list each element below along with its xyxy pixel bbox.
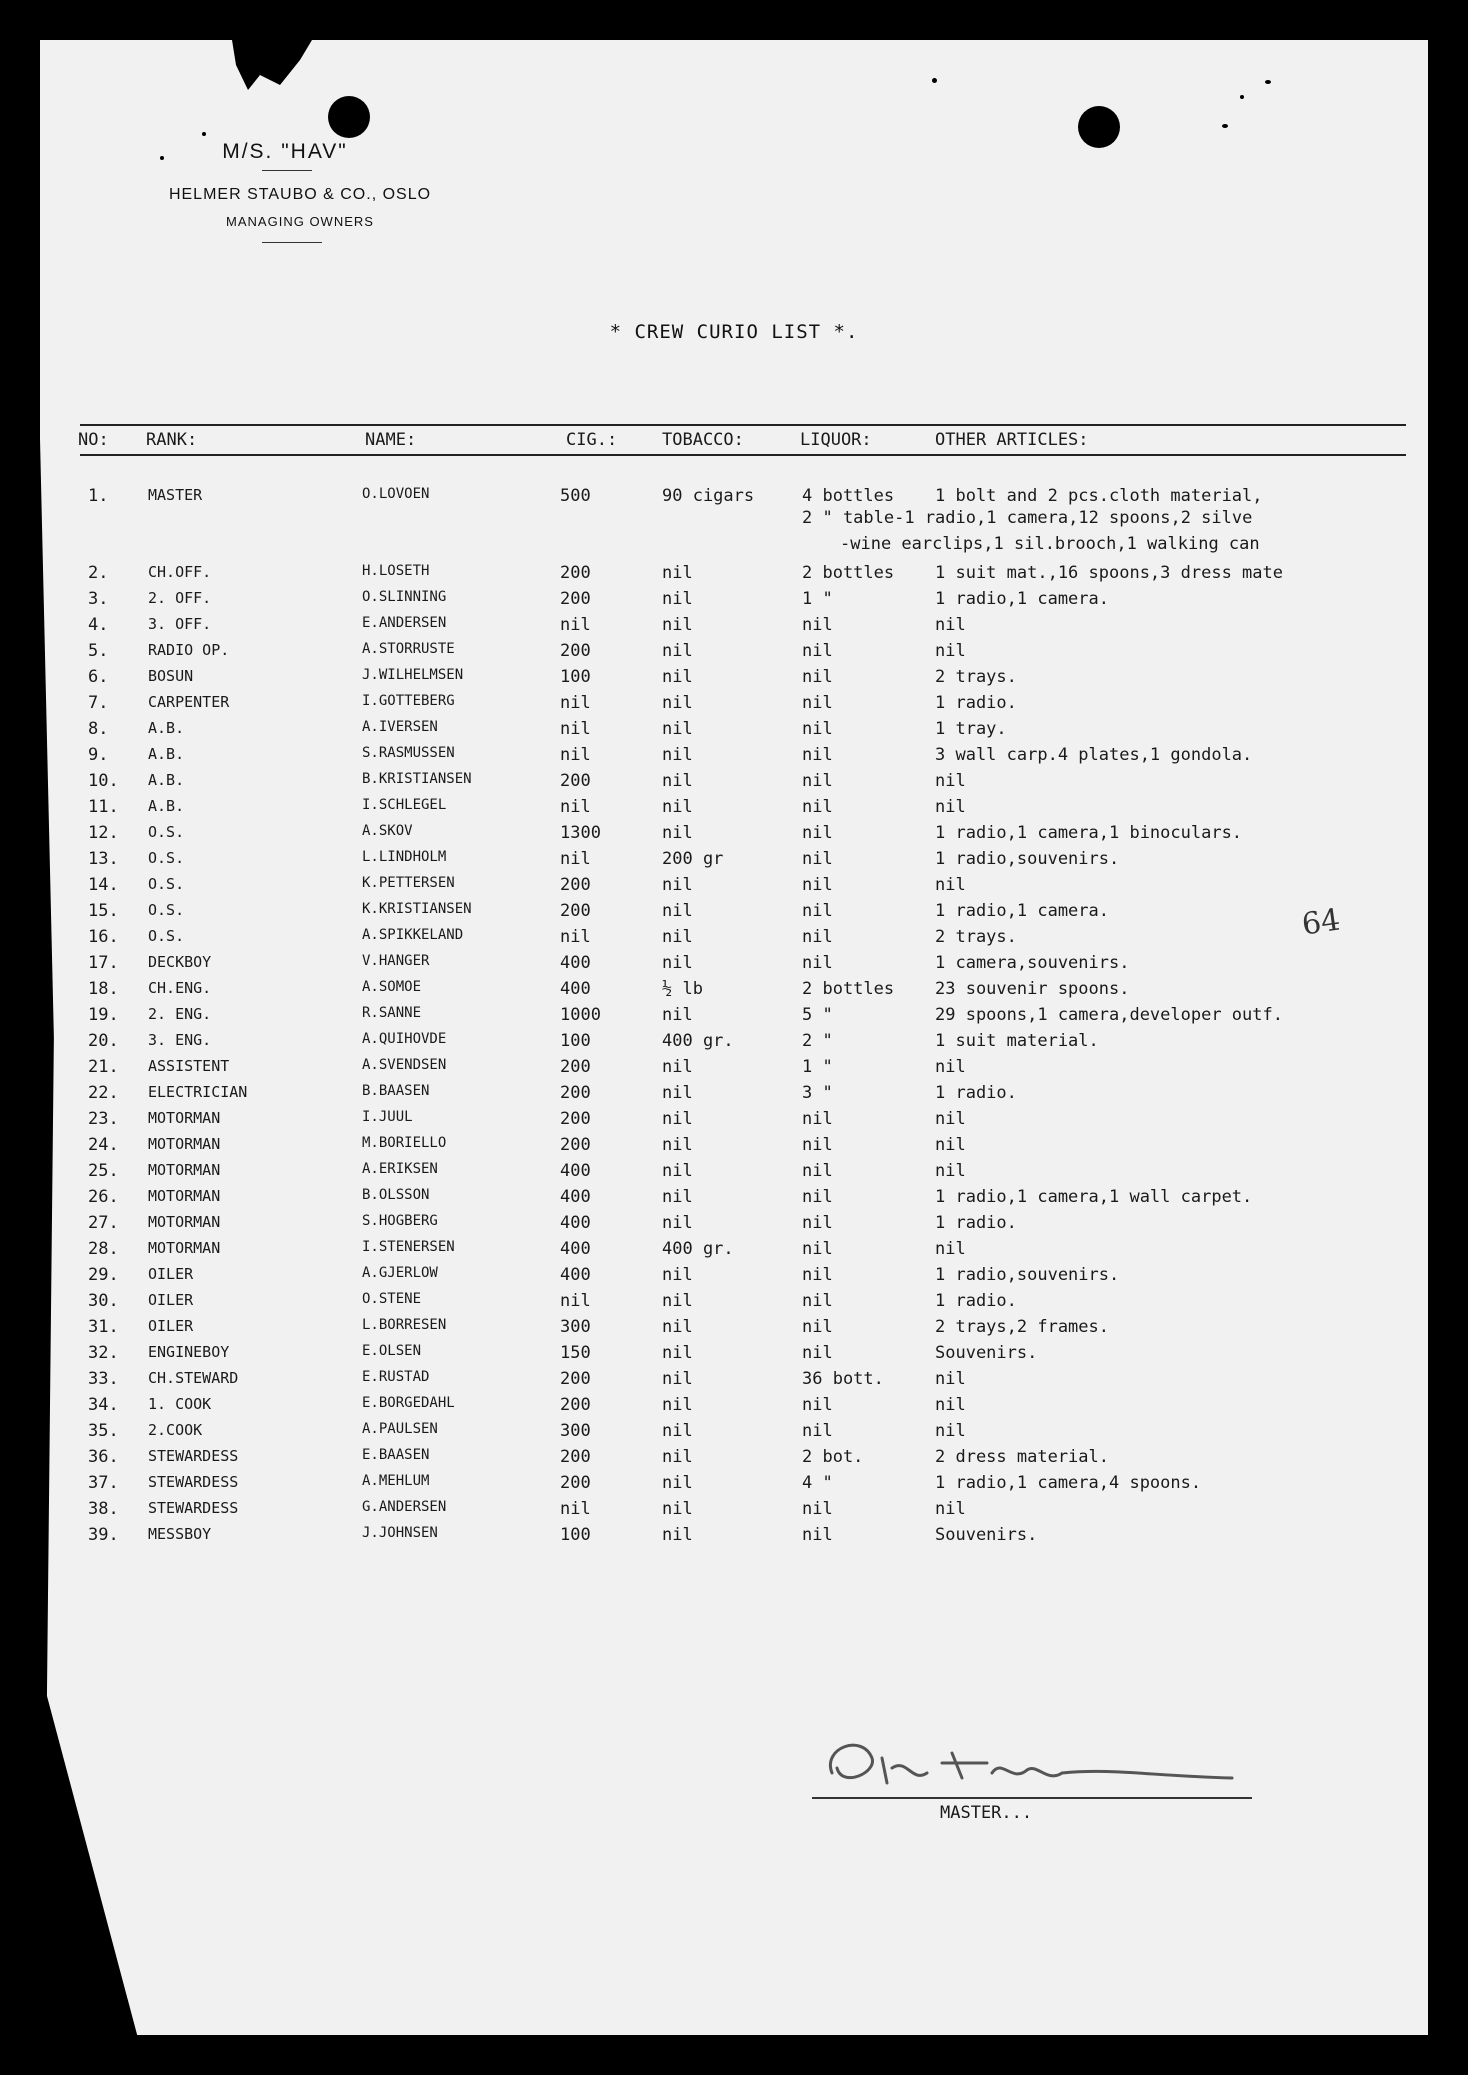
cell-other: nil [935, 1395, 966, 1415]
cell-tobacco: 400 gr. [662, 1239, 734, 1259]
cell-cig: 300 [560, 1421, 591, 1441]
cell-liquor: nil [802, 1109, 833, 1129]
cell-cig: 200 [560, 1473, 591, 1493]
cell-rank: CARPENTER [148, 693, 230, 711]
cell-name: I.JUUL [362, 1109, 413, 1125]
cell-cig: 150 [560, 1343, 591, 1363]
cell-no: 22. [88, 1083, 119, 1103]
cell-liquor: nil [802, 901, 833, 921]
cell-no: 19. [88, 1005, 119, 1025]
cell-liquor: nil [802, 1395, 833, 1415]
cell-no: 39. [88, 1525, 119, 1545]
cell-no: 2. [88, 563, 109, 583]
signature-caption: MASTER... [940, 1803, 1033, 1823]
cell-no: 8. [88, 719, 109, 739]
page-title: * CREW CURIO LIST *. [609, 321, 859, 343]
cell-cig: nil [560, 1499, 591, 1519]
cell-name: A.SOMOE [362, 979, 422, 995]
cell-tobacco: nil [662, 693, 693, 713]
cell-cig: 100 [560, 667, 591, 687]
cell-cig: nil [560, 615, 591, 635]
cell-rank: O.S. [148, 927, 185, 945]
cell-name: O.SLINNING [362, 589, 447, 605]
cell-name: I.SCHLEGEL [362, 797, 447, 813]
cell-no: 21. [88, 1057, 119, 1077]
cell-other: nil [935, 1369, 966, 1389]
cell-no: 27. [88, 1213, 119, 1233]
cell-other: Souvenirs. [935, 1525, 1038, 1545]
cell-rank: MOTORMAN [148, 1239, 221, 1257]
cell-liquor: nil [802, 615, 833, 635]
cell-liquor: nil [802, 693, 833, 713]
cell-tobacco: nil [662, 1525, 693, 1545]
cell-liquor: nil [802, 745, 833, 765]
cell-other: 1 radio,1 camera. [935, 901, 1109, 921]
cell-tobacco: nil [662, 563, 693, 583]
cell-tobacco: ½ lb [662, 979, 703, 999]
cell-other: 1 radio. [935, 1213, 1017, 1233]
cell-name: A.MEHLUM [362, 1473, 430, 1489]
cell-rank: MOTORMAN [148, 1135, 221, 1153]
cell-other: 1 radio,souvenirs. [935, 849, 1120, 869]
cell-no: 23. [88, 1109, 119, 1129]
cell-tobacco: nil [662, 615, 693, 635]
cell-tobacco: nil [662, 1083, 693, 1103]
cell-name: E.BORGEDAHL [362, 1395, 455, 1411]
cell-cig: nil [560, 719, 591, 739]
cell-cig: 200 [560, 1135, 591, 1155]
cell-other: nil [935, 797, 966, 817]
cell-no: 28. [88, 1239, 119, 1259]
cell-no: 4. [88, 615, 109, 635]
cell-name: G.ANDERSEN [362, 1499, 447, 1515]
cell-tobacco: nil [662, 771, 693, 791]
cell-other: 1 camera,souvenirs. [935, 953, 1130, 973]
cell-name: S.RASMUSSEN [362, 745, 455, 761]
cell-cig: 400 [560, 1187, 591, 1207]
cell-no: 11. [88, 797, 119, 817]
cell-rank: 3. ENG. [148, 1031, 212, 1049]
master-other-line-3: -wine earclips,1 sil.brooch,1 walking can [840, 534, 1260, 554]
cell-other: Souvenirs. [935, 1343, 1038, 1363]
cell-tobacco: nil [662, 1291, 693, 1311]
cell-rank: CH.OFF. [148, 563, 212, 581]
cell-no: 6. [88, 667, 109, 687]
cell-no: 9. [88, 745, 109, 765]
header-liquor: LIQUOR: [800, 430, 872, 450]
cell-no: 37. [88, 1473, 119, 1493]
cell-other: nil [935, 641, 966, 661]
cell-other: nil [935, 1057, 966, 1077]
cell-no: 32. [88, 1343, 119, 1363]
cell-liquor: 2 bottles [802, 563, 895, 583]
cell-cig: 400 [560, 953, 591, 973]
cell-liquor: 5 " [802, 1005, 833, 1025]
header-name: NAME: [365, 430, 417, 450]
cell-cig: 200 [560, 1057, 591, 1077]
cell-liquor: 4 bottles [802, 486, 895, 506]
cell-tobacco: 400 gr. [662, 1031, 734, 1051]
cell-tobacco: nil [662, 719, 693, 739]
cell-other: nil [935, 1499, 966, 1519]
cell-rank: BOSUN [148, 667, 194, 685]
cell-tobacco: nil [662, 1317, 693, 1337]
cell-rank: DECKBOY [148, 953, 212, 971]
cell-name: S.HOGBERG [362, 1213, 438, 1229]
cell-rank: OILER [148, 1317, 194, 1335]
cell-name: J.WILHELMSEN [362, 667, 464, 683]
cell-liquor: nil [802, 1291, 833, 1311]
cell-rank: ASSISTENT [148, 1057, 230, 1075]
cell-tobacco: nil [662, 1005, 693, 1025]
cell-no: 35. [88, 1421, 119, 1441]
cell-tobacco: nil [662, 1187, 693, 1207]
cell-name: M.BORIELLO [362, 1135, 447, 1151]
cell-no: 20. [88, 1031, 119, 1051]
cell-rank: 1. COOK [148, 1395, 212, 1413]
cell-rank: A.B. [148, 745, 185, 763]
cell-rank: MASTER [148, 486, 203, 504]
cell-other: 3 wall carp.4 plates,1 gondola. [935, 745, 1253, 765]
cell-name: I.GOTTEBERG [362, 693, 455, 709]
cell-rank: OILER [148, 1265, 194, 1283]
cell-tobacco: nil [662, 1109, 693, 1129]
cell-liquor: nil [802, 953, 833, 973]
cell-other: 1 radio. [935, 1291, 1017, 1311]
cell-other: 29 spoons,1 camera,developer outf. [935, 1005, 1283, 1025]
cell-liquor: nil [802, 1239, 833, 1259]
cell-rank: OILER [148, 1291, 194, 1309]
cell-other: nil [935, 1239, 966, 1259]
cell-tobacco: nil [662, 1473, 693, 1493]
cell-no: 1. [88, 486, 109, 506]
punch-hole [1078, 106, 1120, 148]
cell-name: I.STENERSEN [362, 1239, 455, 1255]
cell-liquor: nil [802, 823, 833, 843]
cell-tobacco: nil [662, 1265, 693, 1285]
cell-rank: CH.STEWARD [148, 1369, 239, 1387]
cell-cig: 400 [560, 1213, 591, 1233]
cell-no: 38. [88, 1499, 119, 1519]
cell-liquor: nil [802, 1187, 833, 1207]
cell-no: 31. [88, 1317, 119, 1337]
cell-liquor: 36 bott. [802, 1369, 884, 1389]
cell-no: 12. [88, 823, 119, 843]
header-cig: CIG.: [566, 430, 618, 450]
cell-rank: ENGINEBOY [148, 1343, 230, 1361]
cell-no: 10. [88, 771, 119, 791]
cell-other: 1 radio,1 camera. [935, 589, 1109, 609]
cell-cig: nil [560, 797, 591, 817]
cell-cig: 1000 [560, 1005, 601, 1025]
cell-liquor: nil [802, 667, 833, 687]
cell-tobacco: nil [662, 1161, 693, 1181]
cell-name: E.ANDERSEN [362, 615, 447, 631]
cell-other: 1 radio,1 camera,1 binoculars. [935, 823, 1243, 843]
cell-other: 1 radio,1 camera,4 spoons. [935, 1473, 1202, 1493]
punch-hole [328, 96, 370, 138]
cell-other: nil [935, 615, 966, 635]
cell-other: nil [935, 1421, 966, 1441]
cell-liquor: 2 bottles [802, 979, 895, 999]
cell-name: A.SKOV [362, 823, 413, 839]
cell-cig: nil [560, 1291, 591, 1311]
cell-name: A.IVERSEN [362, 719, 438, 735]
cell-rank: STEWARDESS [148, 1447, 239, 1465]
cell-tobacco: nil [662, 927, 693, 947]
cell-liquor: nil [802, 1421, 833, 1441]
cell-name: K.PETTERSEN [362, 875, 455, 891]
cell-cig: 200 [560, 901, 591, 921]
cell-liquor: 4 " [802, 1473, 833, 1493]
cell-tobacco: nil [662, 1135, 693, 1155]
cell-name: A.PAULSEN [362, 1421, 438, 1437]
cell-cig: 400 [560, 1161, 591, 1181]
cell-other: 1 radio. [935, 693, 1017, 713]
cell-tobacco: nil [662, 1499, 693, 1519]
cell-rank: A.B. [148, 719, 185, 737]
cell-other: 1 suit material. [935, 1031, 1099, 1051]
cell-cig: 400 [560, 1239, 591, 1259]
header-top-rule [80, 424, 1406, 426]
cell-tobacco: nil [662, 1447, 693, 1467]
cell-cig: 200 [560, 875, 591, 895]
cell-other: nil [935, 875, 966, 895]
cell-tobacco: nil [662, 797, 693, 817]
cell-no: 16. [88, 927, 119, 947]
cell-other: 23 souvenir spoons. [935, 979, 1130, 999]
cell-liquor: nil [802, 771, 833, 791]
cell-rank: STEWARDESS [148, 1473, 239, 1491]
cell-liquor: nil [802, 641, 833, 661]
cell-no: 33. [88, 1369, 119, 1389]
cell-rank: O.S. [148, 849, 185, 867]
cell-cig: 200 [560, 1083, 591, 1103]
cell-no: 7. [88, 693, 109, 713]
cell-name: R.SANNE [362, 1005, 422, 1021]
cell-other: nil [935, 771, 966, 791]
cell-no: 14. [88, 875, 119, 895]
cell-rank: CH.ENG. [148, 979, 212, 997]
cell-other: 1 tray. [935, 719, 1007, 739]
cell-cig: 400 [560, 979, 591, 999]
cell-no: 29. [88, 1265, 119, 1285]
cell-tobacco: nil [662, 641, 693, 661]
cell-name: O.STENE [362, 1291, 422, 1307]
cell-no: 17. [88, 953, 119, 973]
cell-no: 26. [88, 1187, 119, 1207]
cell-name: E.BAASEN [362, 1447, 430, 1463]
cell-cig: nil [560, 849, 591, 869]
cell-rank: RADIO OP. [148, 641, 230, 659]
cell-tobacco: nil [662, 1421, 693, 1441]
cell-cig: 200 [560, 1447, 591, 1467]
cell-no: 36. [88, 1447, 119, 1467]
cell-other: 1 radio,1 camera,1 wall carpet. [935, 1187, 1253, 1207]
cell-rank: MOTORMAN [148, 1161, 221, 1179]
cell-cig: 200 [560, 1109, 591, 1129]
cell-liquor: 1 " [802, 1057, 833, 1077]
cell-other: 2 trays. [935, 667, 1017, 687]
cell-liquor: nil [802, 1135, 833, 1155]
cell-cig: nil [560, 745, 591, 765]
cell-tobacco: nil [662, 1343, 693, 1363]
cell-cig: 100 [560, 1031, 591, 1051]
cell-rank: MOTORMAN [148, 1109, 221, 1127]
cell-liquor: 2 bot. [802, 1447, 864, 1467]
cell-liquor: nil [802, 849, 833, 869]
cell-liquor: nil [802, 875, 833, 895]
cell-cig: 200 [560, 641, 591, 661]
cell-tobacco: 90 cigars [662, 486, 755, 506]
cell-cig: 300 [560, 1317, 591, 1337]
cell-no: 18. [88, 979, 119, 999]
cell-name: E.OLSEN [362, 1343, 422, 1359]
cell-cig: 200 [560, 1369, 591, 1389]
header-rank: RANK: [146, 430, 198, 450]
cell-other: 2 trays. [935, 927, 1017, 947]
cell-liquor: nil [802, 1317, 833, 1337]
cell-name: V.HANGER [362, 953, 430, 969]
cell-name: B.OLSSON [362, 1187, 430, 1203]
master-signature [812, 1728, 1252, 1808]
cell-other: 2 dress material. [935, 1447, 1109, 1467]
cell-tobacco: nil [662, 667, 693, 687]
cell-liquor: nil [802, 1499, 833, 1519]
cell-tobacco: nil [662, 1395, 693, 1415]
cell-cig: 200 [560, 589, 591, 609]
cell-no: 13. [88, 849, 119, 869]
managing-owners: MANAGING OWNERS [226, 214, 374, 229]
cell-no: 3. [88, 589, 109, 609]
cell-rank: A.B. [148, 797, 185, 815]
page-number: 64 [1299, 902, 1343, 943]
cell-liquor: nil [802, 927, 833, 947]
cell-liquor: nil [802, 719, 833, 739]
cell-rank: 2.COOK [148, 1421, 203, 1439]
cell-rank: STEWARDESS [148, 1499, 239, 1517]
cell-cig: 200 [560, 771, 591, 791]
cell-liquor: nil [802, 1161, 833, 1181]
cell-no: 15. [88, 901, 119, 921]
header-bottom-rule [80, 454, 1406, 456]
cell-name: O.LOVOEN [362, 486, 430, 502]
firm-name: HELMER STAUBO & CO., OSLO [168, 186, 432, 203]
master-other-line-2: 2 " table-1 radio,1 camera,12 spoons,2 silve [802, 508, 1253, 528]
cell-tobacco: nil [662, 745, 693, 765]
cell-rank: O.S. [148, 901, 185, 919]
cell-no: 34. [88, 1395, 119, 1415]
cell-other: 1 suit mat.,16 spoons,3 dress mate [935, 563, 1283, 583]
cell-rank: O.S. [148, 875, 185, 893]
cell-liquor: nil [802, 797, 833, 817]
divider [262, 242, 322, 243]
cell-tobacco: nil [662, 1369, 693, 1389]
cell-name: A.STORRUSTE [362, 641, 455, 657]
cell-tobacco: 200 gr [662, 849, 724, 869]
cell-tobacco: nil [662, 953, 693, 973]
cell-cig: 500 [560, 486, 591, 506]
cell-name: A.SPIKKELAND [362, 927, 464, 943]
cell-other: nil [935, 1135, 966, 1155]
cell-other: nil [935, 1161, 966, 1181]
header-no: NO: [78, 430, 109, 450]
cell-name: A.SVENDSEN [362, 1057, 447, 1073]
divider [262, 170, 312, 171]
cell-name: L.LINDHOLM [362, 849, 447, 865]
cell-liquor: nil [802, 1525, 833, 1545]
cell-no: 5. [88, 641, 109, 661]
header-tobacco: TOBACCO: [662, 430, 744, 450]
cell-rank: ELECTRICIAN [148, 1083, 248, 1101]
cell-liquor: nil [802, 1213, 833, 1233]
cell-cig: nil [560, 693, 591, 713]
cell-no: 24. [88, 1135, 119, 1155]
cell-name: L.BORRESEN [362, 1317, 447, 1333]
cell-name: B.BAASEN [362, 1083, 430, 1099]
cell-other: 2 trays,2 frames. [935, 1317, 1109, 1337]
ship-name: M/S. "HAV" [222, 140, 348, 163]
cell-rank: A.B. [148, 771, 185, 789]
cell-name: E.RUSTAD [362, 1369, 430, 1385]
cell-tobacco: nil [662, 901, 693, 921]
cell-no: 25. [88, 1161, 119, 1181]
cell-no: 30. [88, 1291, 119, 1311]
cell-other: 1 radio,souvenirs. [935, 1265, 1120, 1285]
cell-cig: 400 [560, 1265, 591, 1285]
cell-name: A.GJERLOW [362, 1265, 438, 1281]
cell-tobacco: nil [662, 875, 693, 895]
cell-rank: O.S. [148, 823, 185, 841]
cell-liquor: 2 " [802, 1031, 833, 1051]
cell-cig: 100 [560, 1525, 591, 1545]
cell-rank: MOTORMAN [148, 1187, 221, 1205]
cell-rank: MOTORMAN [148, 1213, 221, 1231]
cell-rank: 2. ENG. [148, 1005, 212, 1023]
cell-other: 1 bolt and 2 pcs.cloth material, [935, 486, 1263, 506]
cell-name: K.KRISTIANSEN [362, 901, 472, 917]
cell-other: 1 radio. [935, 1083, 1017, 1103]
cell-cig: 200 [560, 563, 591, 583]
cell-rank: 3. OFF. [148, 615, 212, 633]
cell-tobacco: nil [662, 1057, 693, 1077]
cell-name: A.QUIHOVDE [362, 1031, 447, 1047]
cell-liquor: 3 " [802, 1083, 833, 1103]
cell-liquor: nil [802, 1343, 833, 1363]
cell-other: nil [935, 1109, 966, 1129]
cell-rank: 2. OFF. [148, 589, 212, 607]
cell-cig: 1300 [560, 823, 601, 843]
cell-cig: 200 [560, 1395, 591, 1415]
cell-name: A.ERIKSEN [362, 1161, 438, 1177]
cell-liquor: nil [802, 1265, 833, 1285]
cell-tobacco: nil [662, 589, 693, 609]
cell-name: J.JOHNSEN [362, 1525, 438, 1541]
cell-tobacco: nil [662, 823, 693, 843]
cell-tobacco: nil [662, 1213, 693, 1233]
cell-rank: MESSBOY [148, 1525, 212, 1543]
cell-cig: nil [560, 927, 591, 947]
header-other-articles: OTHER ARTICLES: [935, 430, 1089, 450]
cell-name: B.KRISTIANSEN [362, 771, 472, 787]
cell-name: H.LOSETH [362, 563, 430, 579]
cell-liquor: 1 " [802, 589, 833, 609]
